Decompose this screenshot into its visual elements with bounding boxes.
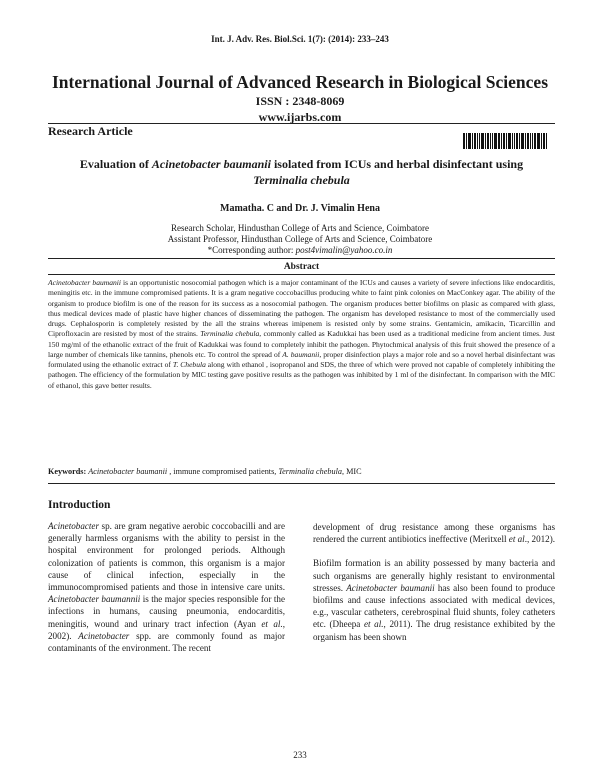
intro-right-column <box>313 521 555 655</box>
title-text: isolated from ICUs and herbal disinfectant using <box>270 157 524 171</box>
paragraph-text: has also been found to produce biofilms and cause infections associated with medical devices, e.g., vascular catheters, cerebrospinal fluid shunts, foley catheters etc. (Dheepa <box>313 582 555 630</box>
intro-left-column <box>48 520 285 666</box>
authors: Mamatha. C and Dr. J. Vimalin Hena <box>220 203 380 214</box>
section-heading-introduction: Introduction <box>48 499 111 511</box>
affiliation-2: Assistant Professor, Hindusthan College of Arts and Science, Coimbatore <box>167 234 433 244</box>
paragraph-text: is the major species responsible for the infections in humans, causing pneumonia, endocarditis, meningitis, wound and urinary tract infection (Ayan <box>48 594 285 629</box>
abstract-sentence: , proper disinfection plays a major role and so a novel herbal disinfectant was formulated using the ethanolic extract of <box>48 349 555 369</box>
keyword: Acinetobacter baumanii <box>88 467 168 476</box>
page-number: 233 <box>293 750 307 760</box>
affiliation-1: Research Scholar, Hindusthan College of Arts and Science, Coimbatore <box>170 223 430 233</box>
organism-name: Acinetobacter baumanii <box>346 582 435 593</box>
abstract-plant: Terminalia chebula <box>200 329 260 339</box>
abstract-sentence: is an opportunistic nosocomial pathogen which is a major contaminant of the ICUs and causes a variety of severe infections like endocarditis, meningitis etc. in the immune compromised patients. It is a gram negative coccobacillus producing white to faint pink colonies on MacConkey agar. The ability of the organism to produce biofilm is one of the reason for its success as a nosocomial pathogen. The organism produces better biofilms on plasic as compared with glass, thus medical devices made of plastic have higher chances of disseminating the pathogen. The organism has developed resistance to most of the commercially used drugs. Cephalosporin is completely resisted by the all the strains whereas imipenem is resisted only by some strains. Gentamicin, amikacin, Ticarcillin and Ciprofloxacin are resisted by most of the strains. <box>48 278 555 339</box>
corresponding-author <box>0 245 600 255</box>
keywords <box>48 467 555 476</box>
paragraph <box>313 521 555 545</box>
organism-name: Acinetobacter baumannii <box>48 594 141 605</box>
journal-url[interactable]: www.ijarbs.com <box>258 110 342 124</box>
keyword: Terminalia chebula <box>278 467 342 476</box>
organism-name: Acinetobacter <box>78 630 130 641</box>
citation-etal: et al. <box>261 618 283 629</box>
citation-etal: et al <box>508 534 525 545</box>
abstract-heading-rule <box>48 274 555 275</box>
citation-etal: et al. <box>363 619 384 630</box>
abstract-heading: Abstract <box>283 262 320 272</box>
journal-title: International Journal of Advanced Research in Biological Sciences <box>52 72 548 92</box>
keyword: , MIC <box>341 467 362 476</box>
keywords-label: Keywords: <box>48 467 89 476</box>
abstract-sentence: , commonly called as Kadukkai has been used as a traditional medicine from ancient times. Just 150 mg/ml of the ethanolic extract of the fruit of Kadukkai was found to completely inhibit the pathogen. Phytochmical analysis of this fruit showed the presence of a large number of chemicals like tannins, phenols etc. To control the spread of <box>48 329 555 359</box>
paragraph-text: , 2002). <box>48 618 286 641</box>
keywords-rule <box>48 483 555 484</box>
paper-title <box>48 156 555 188</box>
article-type: Research Article <box>48 124 133 138</box>
paragraph <box>313 557 555 642</box>
abstract-sentence: along with ethanol , isopropanol and SDS, the three of which were proved not capable of completely inhibiting the pathogen. The efficiency of the formulation by MIC testing gave positive results as the pathogen was inhibited by 1 ml of the disinfectant. In comparison with the MIC of ethanol, this gave better results. <box>48 360 556 390</box>
issn: ISSN : 2348-8069 <box>255 94 345 108</box>
title-plant: Terminalia chebula <box>253 173 350 187</box>
organism-name: Acinetobacter <box>48 521 100 531</box>
paragraph-text: , 2011). The drug resistance exhibited by the organism has been shown <box>313 619 555 642</box>
title-organism: Acinetobacter baumanii <box>151 157 271 171</box>
abstract-organism: Acinetobacter baumanii <box>48 278 121 287</box>
paragraph-text: ., 2012). <box>524 534 556 545</box>
journal-reference: Int. J. Adv. Res. Biol.Sci. 1(7): (2014): 233–243 <box>211 34 389 44</box>
paragraph-text: sp. are gram negative aerobic coccobacilli and are generally harmless organisms with the ability to persist in the hospital environment for prolonged periods. Although colonization of patients is common, this organism is a major cause of clinical infection, especially in the immunocompromised patients and those in intensive care units. <box>48 521 285 593</box>
paragraph <box>48 520 285 654</box>
corresponding-label: *Corresponding author: <box>207 245 296 255</box>
keyword: , immune compromised patients, <box>167 467 279 476</box>
paragraph-text: spp. are commonly found as major contaminants of the environment. The recent <box>48 630 285 654</box>
abstract-organism: A. baumanii <box>282 349 320 359</box>
paragraph-text: development of drug resistance among these organisms has rendered the current antibiotics ineffective (Meritxell <box>313 522 555 545</box>
title-text: Evaluation of <box>79 157 152 171</box>
paragraph-text: Biofilm formation is an ability possessed by many bacteria and such organisms are generally highly resistant to environmental stresses. <box>313 558 555 593</box>
barcode-image <box>463 133 555 149</box>
corresponding-email[interactable]: post4vimalin@yahoo.co.in <box>295 245 393 255</box>
abstract-top-rule <box>48 258 555 259</box>
abstract-plant: T. Chebula <box>172 360 206 369</box>
abstract-text <box>48 278 555 391</box>
